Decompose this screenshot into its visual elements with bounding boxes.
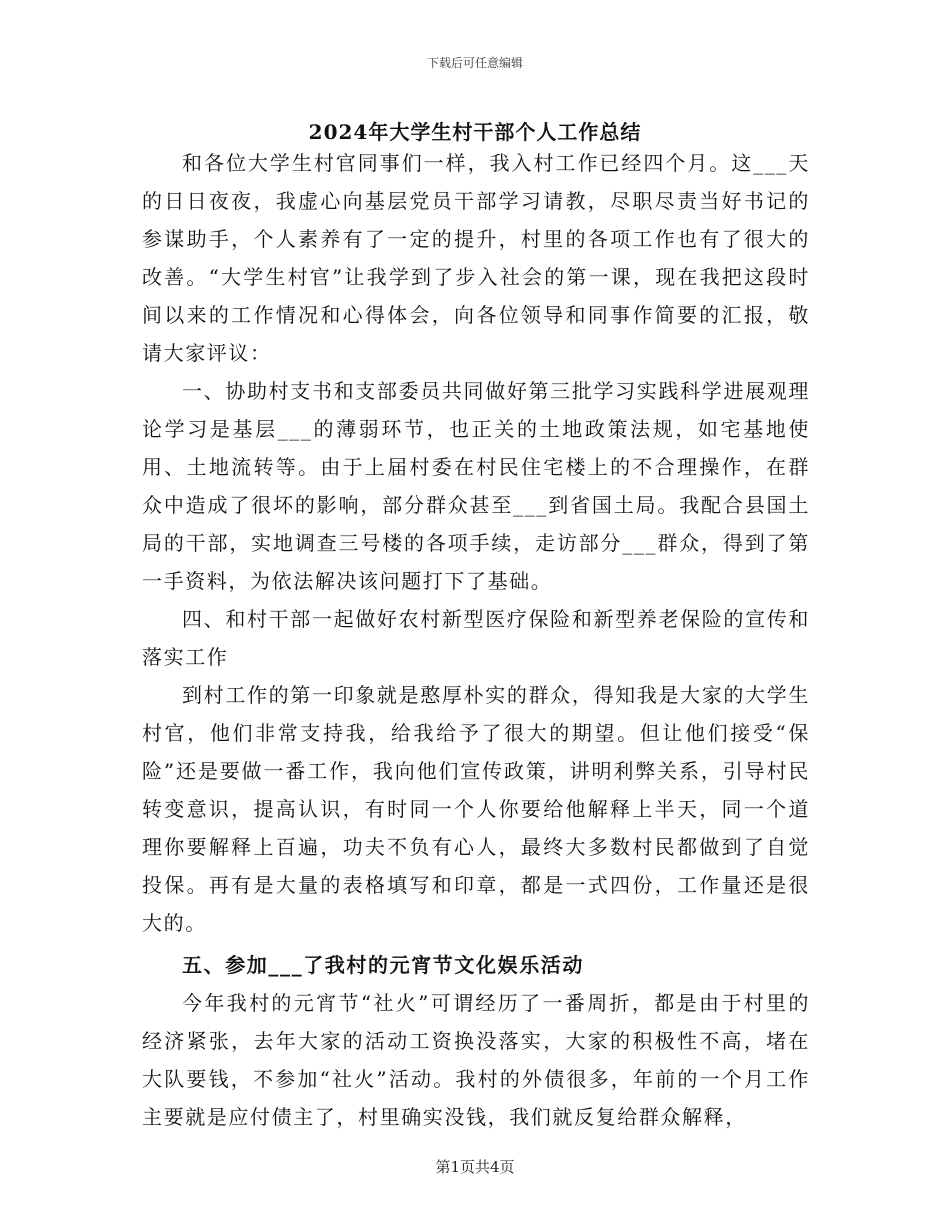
paragraph-section-5-heading: 五、参加___了我村的元宵节文化娱乐活动 bbox=[182, 953, 584, 977]
paragraph-section-5-body: 今年我村的元宵节“社火”可谓经历了一番周折，都是由于村里的经济紧张，去年大家的活动工资换没落实，大家的积极性不高，堵在大队要钱，不参加“社火”活动。我村的外债很多，年前的一个月工作主要就是应付债主了，村里确实没钱，我们就反复给群众解释， bbox=[142, 991, 810, 1129]
paragraph-section-4-body: 到村工作的第一印象就是憨厚朴实的群众，得知我是大家的大学生村官，他们非常支持我，给我给予了很大的期望。但让他们接受“保险”还是要做一番工作，我向他们宣传政策，讲明利弊关系，引导村民转变意识，提高认识，有时同一个人你要给他解释上半天，同一个道理你要解释上百遍，功夫不负有心人，最终大多数村民都做到了自觉投保。再有是大量的表格填写和印章，都是一式四份，工作量还是很大的。 bbox=[142, 683, 810, 935]
header-note: 下载后可任意编辑 bbox=[426, 56, 523, 70]
document-title: 2024年大学生村干部个人工作总结 bbox=[308, 120, 642, 144]
paragraph-section-1: 一、协助村支书和支部委员共同做好第三批学习实践科学进展观理论学习是基层___的薄弱环节，也正关的土地政策法规，如宅基地使用、土地流转等。由于上届村委在村民住宅楼上的不合理操作，在群众中造成了很坏的影响，部分群众甚至___到省国土局。我配合县国土局的干部，实地调查三号楼的各项手续，走访部分___群众，得到了第一手资料，为依法解决该问题打下了基础。 bbox=[142, 379, 810, 593]
document-body bbox=[142, 144, 810, 1136]
paragraph-section-4-heading: 四、和村干部一起做好农村新型医疗保险和新型养老保险的宣传和落实工作 bbox=[142, 607, 810, 669]
paragraph-intro: 和各位大学生村官同事们一样，我入村工作已经四个月。这___天的日日夜夜，我虚心向基层党员干部学习请教，尽职尽责当好书记的参谋助手，个人素养有了一定的提升，村里的各项工作也有了很大的改善。“大学生村官”让我学到了步入社会的第一课，现在我把这段时间以来的工作情况和心得体会，向各位领导和同事作简要的汇报，敬请大家评议： bbox=[142, 151, 810, 365]
page-number-footer: 第1页共4页 bbox=[435, 1158, 515, 1176]
